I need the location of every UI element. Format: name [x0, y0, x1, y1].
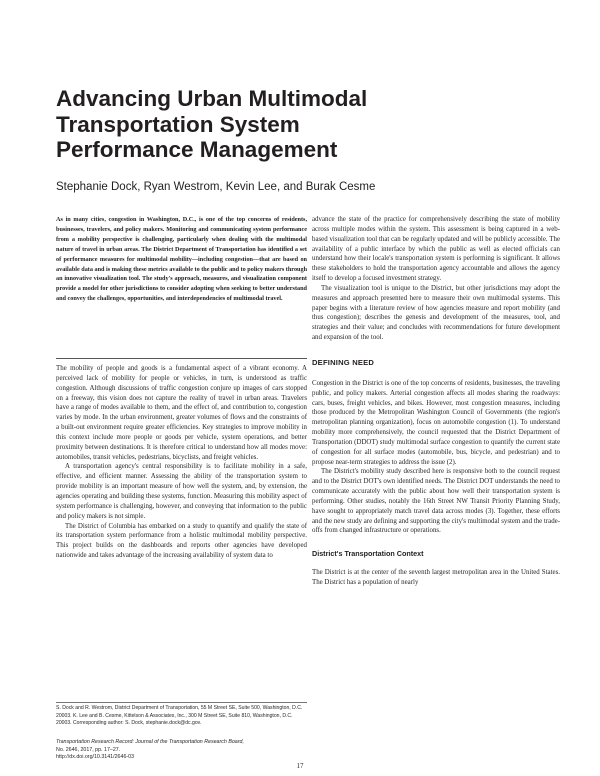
journal-citation	[56, 739, 307, 762]
left-column-body	[56, 364, 307, 561]
title-line: Transportation System	[56, 111, 300, 137]
page-number: 17	[296, 762, 304, 770]
footnote-divider	[56, 702, 307, 703]
title-line: Performance Management	[56, 137, 338, 162]
journal-name: Transportation Research Record: Journal of the Transportation Research Board,	[56, 739, 244, 745]
paragraph: The District is at the center of the seventh largest metropolitan area in the United States. The District has a population of nearly	[312, 569, 560, 586]
author-list: Stephanie Dock, Ryan Westrom, Kevin Lee, and Burak Cesme	[56, 181, 376, 193]
paragraph: The visualization tool is unique to the District, but other jurisdictions may adopt the measures and approach presented here to measure their own multimodal systems. This paper begins with a literature review of how agencies measure and report mobility (and thus congestion); describes the genesis and development of the measures, tool, and strategies and their value; and concludes with recommendations for future development and expansion of the tool.	[312, 284, 560, 342]
right-column-body	[312, 215, 560, 588]
subsection-heading: District's Transportation Context	[312, 549, 424, 559]
author-footnote: S. Dock and R. Westrom, District Department of Transportation, 55 M Street SE, Suite 500, Washington, D.C. 20003. K. Lee and B. Cesme, Kittelson & Associates, Inc., 300 M Street SE, Suite 810, Washington, D.C. 20003. Corresponding author: S. Dock, stephanie.dock@dc.gov.	[56, 705, 303, 727]
paragraph: The mobility of people and goods is a fundamental aspect of a vibrant economy. A perceived lack of mobility for people or vehicles, in turn, is understood as traffic congestion. Although discussions of traffic congestion conjure up images of cars stopped on a freeway, this vision does not capture the reality of travel in urban areas. Travelers have a range of modes available to them, and the effect of, and contribution to, congestion varies by mode. In the urban environment, greater volumes of flows and the constraints of a built-out environment require greater efficiencies. Key strategies to improve mobility in this context include more people or goods per vehicle, system operations, and better proximity between destinations. It is therefore critical to understand how all modes move: automobiles, transit vehicles, pedestrians, bicyclists, and freight vehicles.	[56, 365, 307, 461]
article-title	[56, 86, 476, 163]
section-heading: DEFINING NEED	[312, 357, 375, 367]
abstract: As in many cities, congestion in Washington, D.C., is one of the top concerns of residents, businesses, travelers, and policy makers. Monitoring and communicating system performance from a mobility perspective is challenging, particularly when dealing with the multimodal nature of travel in urban areas. The District Department of Transportation has identified a set of performance measures for multimodal mobility—including congestion—that are based on available data and is making these metrics available to the public and to policy makers through an innovative visualization tool. The study's approach, measures, and visualization component provide a model for other jurisdictions to consider adopting when seeking to better understand and convey the challenges, opportunities, and interdependencies of multimodal travel.	[56, 216, 308, 303]
paragraph: advance the state of the practice for comprehensively describing the state of mobility across multiple modes within the system. This assessment is being captured in a web-based visualization tool that can be regularly updated and will be publicly accessible. The availability of a public interface by which the public as well as elected officials can understand how their locale's transportation system is performing is significant. It allows these stakeholders to hold the transportation agency accountable and allows the agency itself to develop a focused investment strategy.	[312, 216, 560, 283]
title-line: Advancing Urban Multimodal	[56, 86, 368, 111]
journal-doi[interactable]: http://dx.doi.org/10.3141/2646-03	[56, 754, 135, 761]
paragraph: Congestion in the District is one of the top concerns of residents, businesses, the traveling public, and policy makers. Arterial congestion affects all modes sharing the roadways: cars, buses, freight vehicles, and bikes. However, most congestion measures, including those produced by the Metropolitan Washington Council of Governments (the region's metropolitan planning organization), focus on automobile congestion (1). To understand mobility more comprehensively, the council requested that the District Department of Transportation (DDOT) study multimodal surface congestion to quantify the current state of congestion for all surface modes (automobile, bus, bicycle, and pedestrian) and to propose near-term strategies to address the issue (2).	[312, 379, 560, 466]
paragraph: The District of Columbia has embarked on a study to quantify and qualify the state of its transportation system performance from a holistic multimodal mobility perspective. This project builds on the dashboards and reports other agencies have developed nationwide and takes advantage of the increasing availability of system data to	[56, 522, 307, 560]
journal-issue: No. 2646, 2017, pp. 17–27.	[56, 746, 121, 753]
abstract-divider	[56, 358, 307, 359]
paragraph: A transportation agency's central responsibility is to facilitate mobility in a safe, effective, and efficient manner. Assessing the ability of the transportation system to provide mobility is an important measure of how well the system, and, by extension, the agencies operating and building these systems, function. Measuring this mobility aspect of system performance is challenging, however, and conveying that information to the public and policy makers is not simple.	[56, 463, 307, 520]
paragraph: The District's mobility study described here is responsive both to the council request and to the District DOT's own identified needs. The District DOT understands the need to communicate accurately with the public about how well their transportation system is performing. Other studies, notably the 16th Street NW Transit Priority Planning Study, have sought to appropriately match travel data across modes (3). Together, these efforts and the new study are defining and supporting the city's multimodal system and the trade-offs from changed infrastructure or operations.	[312, 468, 560, 535]
